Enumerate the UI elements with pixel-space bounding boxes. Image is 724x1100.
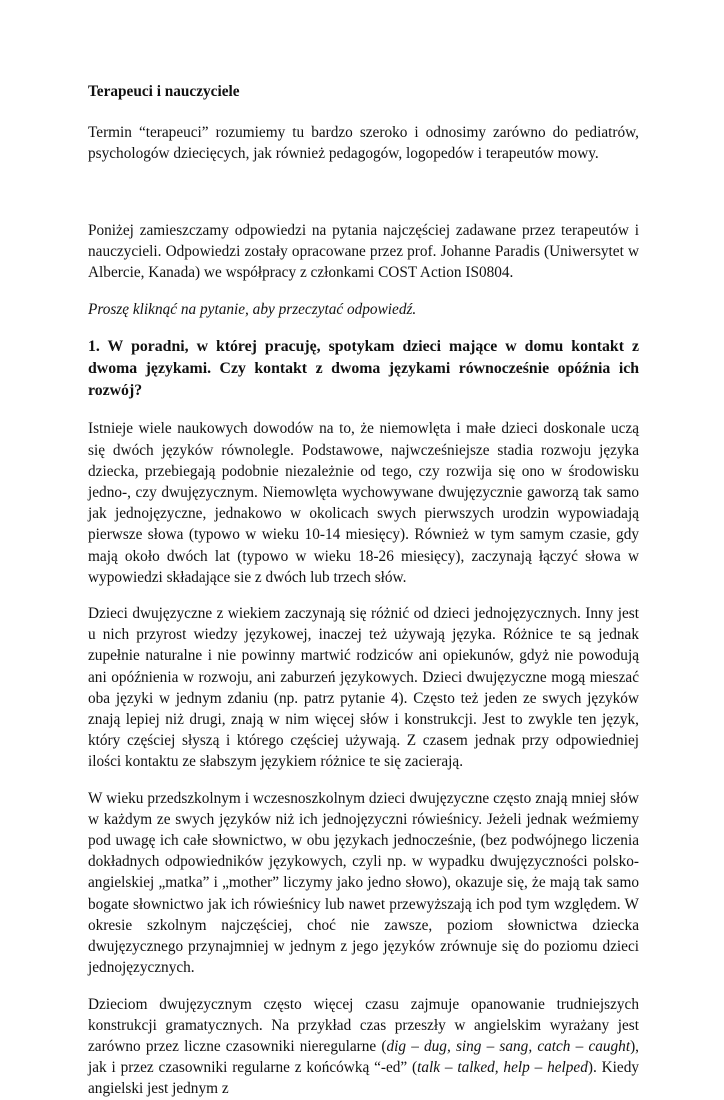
intro-paragraph: Termin “terapeuci” rozumiemy tu bardzo szeroko i odnosimy zarówno do pediatrów, psychologów dziecięcych, jak również pedagogów, logopedów i terapeutów mowy. (88, 124, 639, 163)
answer-paragraph-4-text-3: ). Kiedy angielski jest jednym z (88, 1059, 639, 1098)
regular-verbs-example: talk – talked, help – helped (417, 1059, 588, 1077)
answer-paragraph-2: Dzieci dwujęzyczne z wiekiem zaczynają się różnić od dzieci jednojęzycznych. Inny jest u nich przyrost wiedzy językowej, inaczej też używają języka. Różnice te są jednak zupełnie naturalne i nie powinny martwić rodziców ani opiekunów, gdyż nie powodują ani opóźnienia w rozwoju, ani zaburzeń językowych. Dzieci dwujęzyczne mogą mieszać oba języki w jednym zdaniu (np. patrz pytanie 4). Często też jeden ze swych języków znają lepiej niż drugi, znają w nim więcej słów i konstrukcji. Jest to zwykle ten język, który częściej słyszą i którego częściej używają. Z czasem jednak przy odpowiedniej ilości kontaktu ze słabszym językiem różnice te się zacierają. (88, 605, 639, 771)
irregular-verbs-example: dig – dug, sing – sang, catch – caught (386, 1037, 631, 1055)
answer-paragraph-1: Istnieje wiele naukowych dowodów na to, że niemowlęta i małe dzieci doskonale uczą się dwóch języków równolegle. Podstawowe, najwcześniejsze stadia rozwoju języka dziecka, przebiegają podobnie niezależnie od tego, czy rozwija się ono w środowisku jedno-, czy dwujęzycznym. Niemowlęta wychowywane dwujęzycznie gaworzą tak samo jak jednojęzyczne, jednakowo w okolicach swych pierwszych urodzin wypowiadają pierwsze słowa (typowo w wieku 10-14 miesięcy). Również w tym samym czasie, gdy mają około dwóch lat (typowo w wieku 18-26 miesięcy), zaczynają łączyć słowa w wypowiedzi składające sie z dwóch lub trzech słów. (88, 420, 639, 586)
document-title: Terapeuci i nauczyciele (88, 83, 240, 100)
answer-paragraph-4-text-1: Dzieciom dwujęzycznym często więcej czasu zajmuje opanowanie trudniejszych konstrukcji gramatycznych. Na przykład czas przeszły w angielskim wyrażany jest zarówno przez liczne czasowniki nieregularne ( (88, 995, 639, 1055)
faq-intro-paragraph: Poniżej zamieszczamy odpowiedzi na pytania najczęściej zadawane przez terapeutów i nauczycieli. Odpowiedzi zostały opracowane przez prof. Johanne Paradis (Uniwersytet w Albercie, Kanada) we współpracy z członkami COST Action IS0804. (88, 221, 639, 282)
answer-paragraph-4 (88, 994, 639, 1100)
answer-paragraph-4-text-2: ), jak i przez czasowniki regularne z końcówką “-ed” ( (88, 1037, 639, 1077)
answer-paragraph-3: W wieku przedszkolnym i wczesnoszkolnym dzieci dwujęzyczne często znają mniej słów w każdym ze swych języków niż ich jednojęzyczni rówieśnicy. Jeżeli jednak weźmiemy pod uwagę ich całe słownictwo, w obu językach jednocześnie, (bez podwójnego liczenia dokładnych odpowiedników językowych, czyli np. w wypadku dwujęzyczności polsko-angielskiej „matka” i „mother” liczymy jako jedno słowo), okazuje się, że mają tak samo bogate słownictwo jak ich rówieśnicy lub nawet przewyższają ich pod tym względem. W okresie szkolnym najczęściej, choć nie zawsze, poziom słownictwa dziecka dwujęzycznego przynajmniej w jednym z jego języków zrównuje się do poziomu dzieci jednojęzycznych. (88, 789, 639, 977)
question-1-link[interactable]: 1. W poradni, w której pracuję, spotykam dzieci mające w domu kontakt z dwoma językami. Czy kontakt z dwoma językami równocześnie opóźnia ich rozwój? (88, 338, 639, 400)
click-instruction: Proszę kliknąć na pytanie, aby przeczytać odpowiedź. (88, 301, 417, 319)
